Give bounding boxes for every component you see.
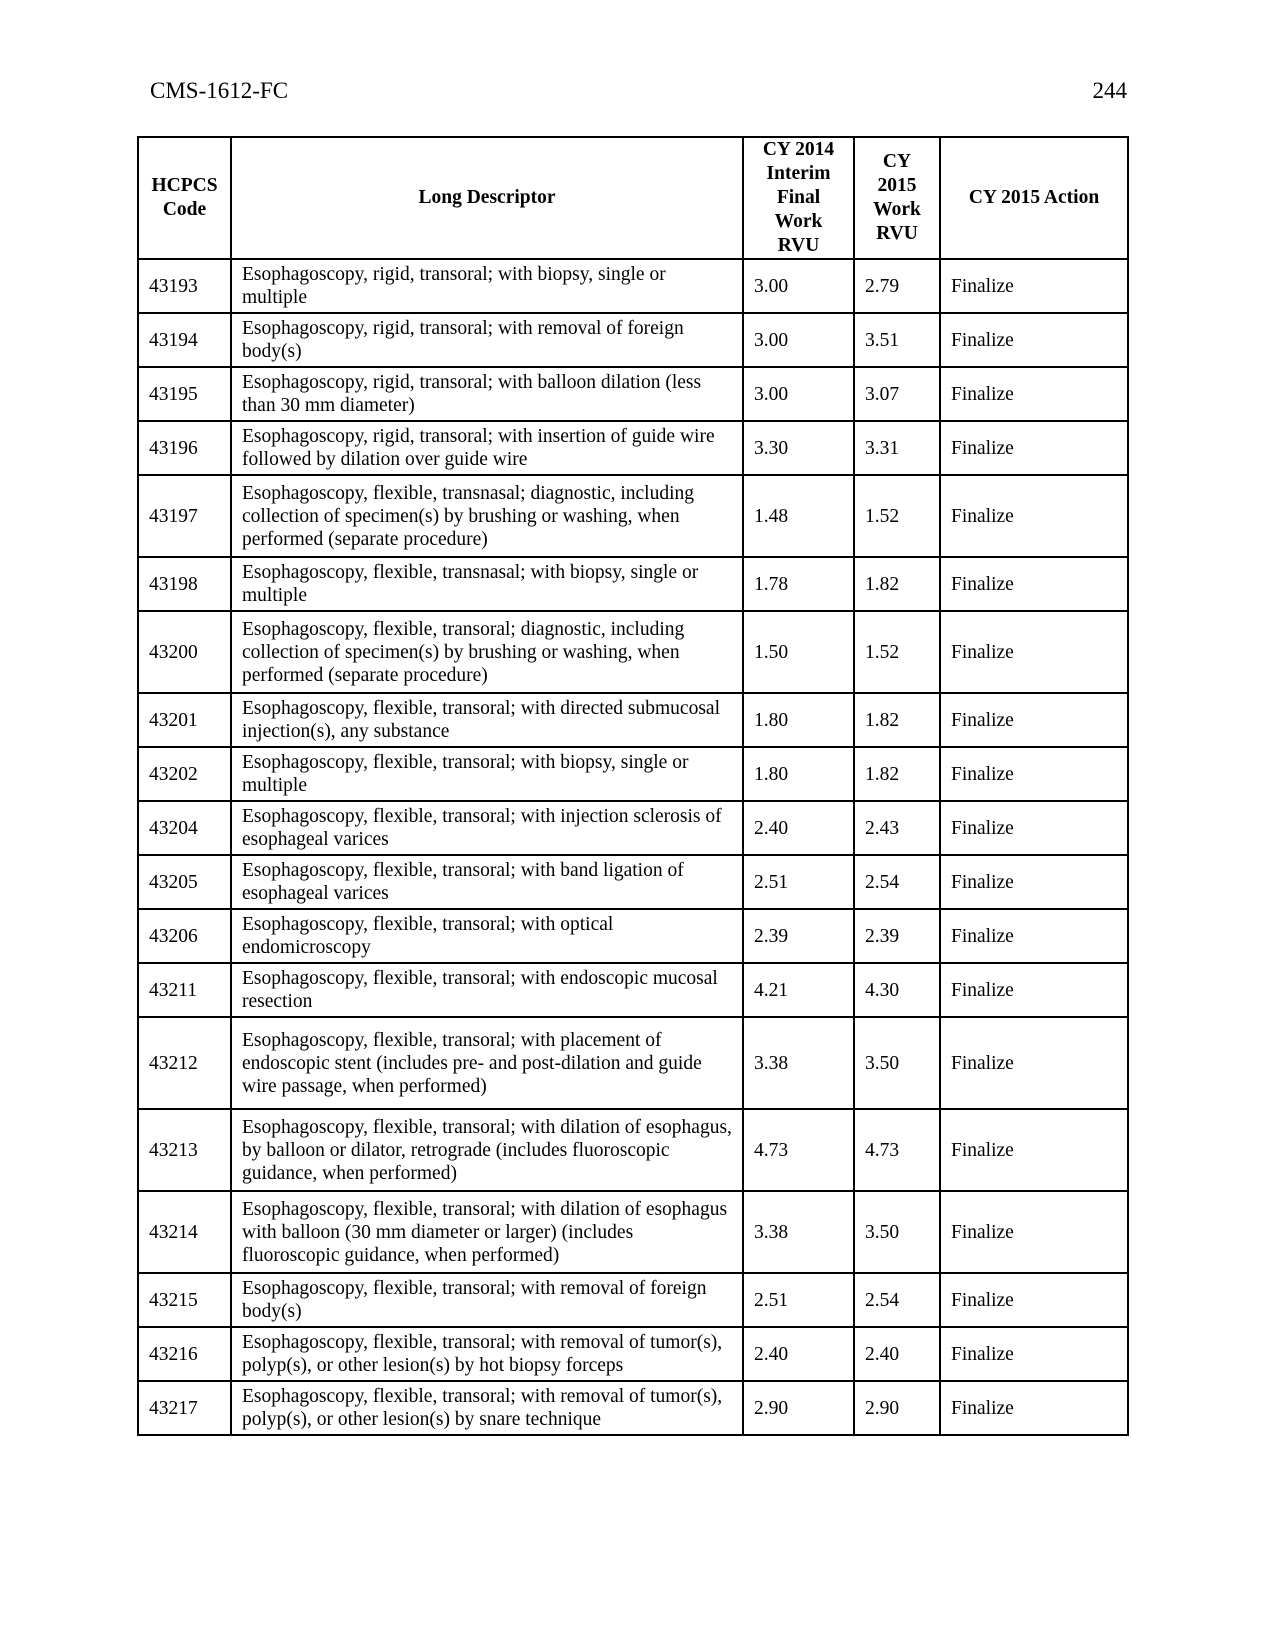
cy2014-rvu-cell: 3.00 [743,367,854,421]
cy2015-action-cell: Finalize [940,557,1128,611]
cy2015-action-cell: Finalize [940,611,1128,693]
hcpcs-code-cell: 43198 [138,557,231,611]
hcpcs-code-cell: 43194 [138,313,231,367]
table-row [138,1327,1128,1381]
page-header [150,74,1127,108]
cy2015-rvu-cell: 1.82 [854,557,940,611]
long-descriptor-cell: Esophagoscopy, flexible, transoral; with injection sclerosis of esophageal varices [231,801,743,855]
table-header-row [138,137,1128,259]
hcpcs-code-cell: 43197 [138,475,231,557]
table-row [138,963,1128,1017]
hcpcs-code-cell: 43201 [138,693,231,747]
long-descriptor-cell: Esophagoscopy, rigid, transoral; with biopsy, single or multiple [231,259,743,313]
cy2015-rvu-cell: 2.39 [854,909,940,963]
cy2015-rvu-cell: 2.79 [854,259,940,313]
table-row [138,1191,1128,1273]
table-body [138,259,1128,1435]
cy2014-rvu-cell: 3.30 [743,421,854,475]
cy2014-rvu-cell: 3.00 [743,259,854,313]
cy2014-rvu-cell: 1.78 [743,557,854,611]
cy2015-action-cell: Finalize [940,693,1128,747]
long-descriptor-cell: Esophagoscopy, rigid, transoral; with balloon dilation (less than 30 mm diameter) [231,367,743,421]
cy2015-rvu-cell: 2.43 [854,801,940,855]
long-descriptor-cell: Esophagoscopy, flexible, transoral; with band ligation of esophageal varices [231,855,743,909]
long-descriptor-cell: Esophagoscopy, flexible, transoral; with dilation of esophagus with balloon (30 mm diameter or larger) (includes fluoroscopic guidance, when performed) [231,1191,743,1273]
long-descriptor-cell: Esophagoscopy, flexible, transoral; with optical endomicroscopy [231,909,743,963]
column-header-long-descriptor: Long Descriptor [231,137,743,259]
hcpcs-code-cell: 43195 [138,367,231,421]
cy2015-action-cell: Finalize [940,909,1128,963]
hcpcs-code-cell: 43214 [138,1191,231,1273]
table-row [138,421,1128,475]
long-descriptor-cell: Esophagoscopy, rigid, transoral; with removal of foreign body(s) [231,313,743,367]
column-header-cy2014-rvu: CY 2014 Interim Final Work RVU [743,137,854,259]
table-row [138,747,1128,801]
cy2015-action-cell: Finalize [940,855,1128,909]
cy2014-rvu-cell: 1.50 [743,611,854,693]
cy2015-action-cell: Finalize [940,801,1128,855]
table-row [138,611,1128,693]
table-row [138,259,1128,313]
cy2015-action-cell: Finalize [940,1381,1128,1435]
rvu-table [137,136,1129,1436]
hcpcs-code-cell: 43202 [138,747,231,801]
cy2014-rvu-cell: 2.40 [743,801,854,855]
table-row [138,1017,1128,1109]
cy2015-action-cell: Finalize [940,963,1128,1017]
document-id: CMS-1612-FC [150,78,289,103]
table-row [138,1273,1128,1327]
cy2015-rvu-cell: 1.82 [854,747,940,801]
cy2015-rvu-cell: 3.50 [854,1191,940,1273]
column-header-cy2015-rvu: CY 2015 Work RVU [854,137,940,259]
cy2015-action-cell: Finalize [940,747,1128,801]
table-row [138,475,1128,557]
table-row [138,909,1128,963]
long-descriptor-cell: Esophagoscopy, flexible, transoral; with placement of endoscopic stent (includes pre- and post-dilation and guide wire passage, when performed) [231,1017,743,1109]
table-row [138,1381,1128,1435]
table-row [138,855,1128,909]
long-descriptor-cell: Esophagoscopy, rigid, transoral; with insertion of guide wire followed by dilation over guide wire [231,421,743,475]
cy2014-rvu-cell: 2.90 [743,1381,854,1435]
cy2015-action-cell: Finalize [940,313,1128,367]
long-descriptor-cell: Esophagoscopy, flexible, transoral; diagnostic, including collection of specimen(s) by brushing or washing, when performed (separate procedure) [231,611,743,693]
cy2015-action-cell: Finalize [940,475,1128,557]
long-descriptor-cell: Esophagoscopy, flexible, transoral; with removal of tumor(s), polyp(s), or other lesion(s) by hot biopsy forceps [231,1327,743,1381]
long-descriptor-cell: Esophagoscopy, flexible, transoral; with directed submucosal injection(s), any substance [231,693,743,747]
hcpcs-code-cell: 43200 [138,611,231,693]
cy2014-rvu-cell: 4.21 [743,963,854,1017]
cy2015-action-cell: Finalize [940,421,1128,475]
cy2014-rvu-cell: 3.38 [743,1191,854,1273]
cy2015-rvu-cell: 1.52 [854,611,940,693]
cy2014-rvu-cell: 1.80 [743,747,854,801]
hcpcs-code-cell: 43193 [138,259,231,313]
cy2015-action-cell: Finalize [940,367,1128,421]
column-header-cy2015-action: CY 2015 Action [940,137,1128,259]
cy2014-rvu-cell: 4.73 [743,1109,854,1191]
cy2015-action-cell: Finalize [940,1273,1128,1327]
cy2015-action-cell: Finalize [940,1191,1128,1273]
cy2014-rvu-cell: 1.80 [743,693,854,747]
cy2014-rvu-cell: 2.39 [743,909,854,963]
cy2014-rvu-cell: 1.48 [743,475,854,557]
hcpcs-code-cell: 43215 [138,1273,231,1327]
cy2015-rvu-cell: 1.82 [854,693,940,747]
cy2014-rvu-cell: 2.40 [743,1327,854,1381]
page-number: 244 [1092,78,1127,103]
cy2015-action-cell: Finalize [940,259,1128,313]
long-descriptor-cell: Esophagoscopy, flexible, transnasal; diagnostic, including collection of specimen(s) by brushing or washing, when performed (separate procedure) [231,475,743,557]
cy2014-rvu-cell: 3.00 [743,313,854,367]
cy2015-action-cell: Finalize [940,1327,1128,1381]
cy2015-action-cell: Finalize [940,1109,1128,1191]
long-descriptor-cell: Esophagoscopy, flexible, transoral; with biopsy, single or multiple [231,747,743,801]
cy2015-rvu-cell: 4.30 [854,963,940,1017]
long-descriptor-cell: Esophagoscopy, flexible, transoral; with dilation of esophagus, by balloon or dilator, retrograde (includes fluoroscopic guidance, when performed) [231,1109,743,1191]
cy2015-rvu-cell: 3.31 [854,421,940,475]
hcpcs-code-cell: 43217 [138,1381,231,1435]
long-descriptor-cell: Esophagoscopy, flexible, transoral; with endoscopic mucosal resection [231,963,743,1017]
cy2015-rvu-cell: 1.52 [854,475,940,557]
cy2015-rvu-cell: 4.73 [854,1109,940,1191]
cy2015-rvu-cell: 3.51 [854,313,940,367]
cy2015-rvu-cell: 2.54 [854,1273,940,1327]
table-row [138,693,1128,747]
table-row [138,367,1128,421]
hcpcs-code-cell: 43211 [138,963,231,1017]
hcpcs-code-cell: 43206 [138,909,231,963]
cy2015-rvu-cell: 2.54 [854,855,940,909]
cy2014-rvu-cell: 2.51 [743,1273,854,1327]
long-descriptor-cell: Esophagoscopy, flexible, transoral; with removal of tumor(s), polyp(s), or other lesion(s) by snare technique [231,1381,743,1435]
table-row [138,557,1128,611]
hcpcs-code-cell: 43213 [138,1109,231,1191]
hcpcs-code-cell: 43196 [138,421,231,475]
table-row [138,1109,1128,1191]
cy2015-rvu-cell: 3.07 [854,367,940,421]
long-descriptor-cell: Esophagoscopy, flexible, transnasal; with biopsy, single or multiple [231,557,743,611]
cy2014-rvu-cell: 3.38 [743,1017,854,1109]
hcpcs-code-cell: 43204 [138,801,231,855]
cy2015-action-cell: Finalize [940,1017,1128,1109]
table-row [138,801,1128,855]
table-row [138,313,1128,367]
hcpcs-code-cell: 43216 [138,1327,231,1381]
cy2014-rvu-cell: 2.51 [743,855,854,909]
long-descriptor-cell: Esophagoscopy, flexible, transoral; with removal of foreign body(s) [231,1273,743,1327]
cy2015-rvu-cell: 2.40 [854,1327,940,1381]
hcpcs-code-cell: 43205 [138,855,231,909]
hcpcs-code-cell: 43212 [138,1017,231,1109]
cy2015-rvu-cell: 3.50 [854,1017,940,1109]
cy2015-rvu-cell: 2.90 [854,1381,940,1435]
column-header-hcpcs-code: HCPCS Code [138,137,231,259]
